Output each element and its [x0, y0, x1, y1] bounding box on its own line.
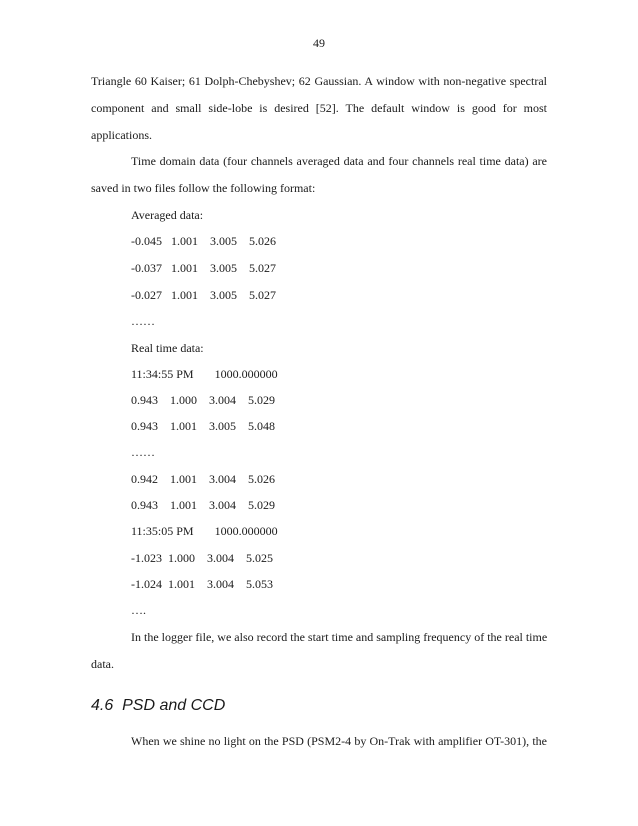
page-number: 49 [313, 36, 325, 50]
data-line: 0.943 1.000 3.004 5.029 [131, 393, 275, 407]
section-heading: 4.6 PSD and CCD [91, 697, 226, 714]
data-line: 0.943 1.001 3.004 5.029 [131, 498, 275, 512]
paragraph-line: In the logger file, we also record the start time and sampling frequency of the real time [131, 630, 548, 644]
data-line: 0.942 1.001 3.004 5.026 [131, 472, 275, 486]
paragraph-line: When we shine no light on the PSD (PSM2-4 by On-Trak with amplifier OT-301), the [131, 734, 547, 748]
paragraph-line: component and small side-lobe is desired [52]. The default window is good for most [91, 101, 547, 115]
paragraph-line: applications. [91, 128, 152, 142]
data-line: -1.024 1.001 3.004 5.053 [131, 577, 273, 591]
data-line: 0.943 1.001 3.005 5.048 [131, 419, 275, 433]
data-line: -0.027 1.001 3.005 5.027 [131, 288, 276, 302]
data-line: 11:34:55 PM 1000.000000 [131, 367, 278, 381]
paragraph-line: saved in two files follow the following format: [91, 181, 316, 195]
data-line: Averaged data: [131, 208, 204, 222]
data-line: …… [131, 445, 155, 459]
data-line: Real time data: [131, 341, 204, 355]
paragraph-line: Time domain data (four channels averaged data and four channels real time data) are [131, 154, 547, 168]
data-line: …. [131, 603, 146, 617]
data-line: -0.045 1.001 3.005 5.026 [131, 234, 276, 248]
data-line: …… [131, 314, 155, 328]
paragraph-line: Triangle 60 Kaiser; 61 Dolph-Chebyshev; 62 Gaussian. A window with non-negative spectral [91, 74, 547, 88]
data-line: -0.037 1.001 3.005 5.027 [131, 261, 276, 275]
paragraph-line: data. [91, 657, 114, 671]
data-line: 11:35:05 PM 1000.000000 [131, 524, 278, 538]
data-line: -1.023 1.000 3.004 5.025 [131, 551, 273, 565]
